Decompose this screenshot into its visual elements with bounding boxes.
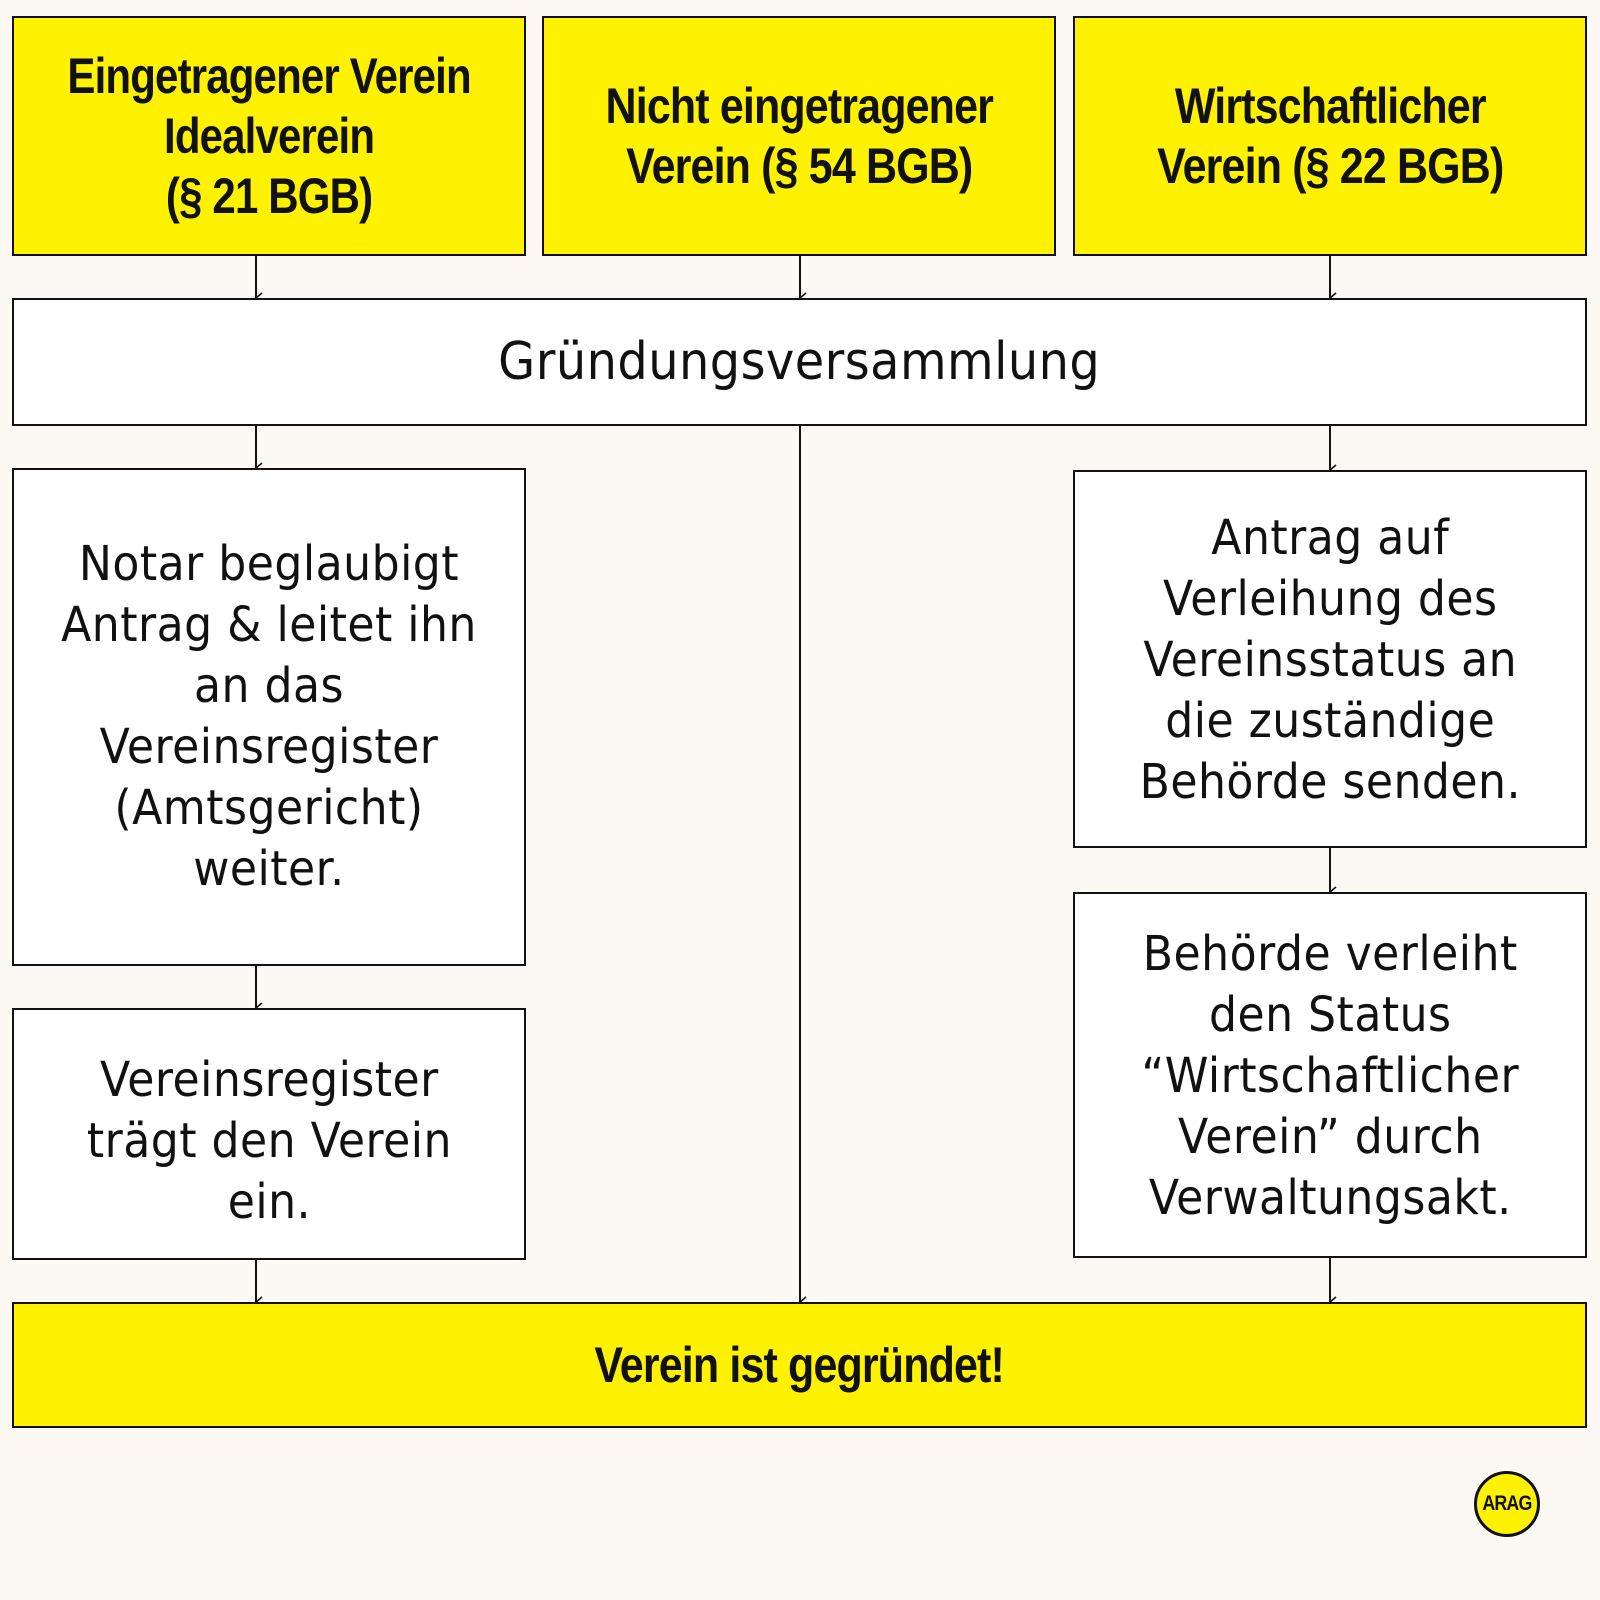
text-line: weiter. <box>193 841 345 897</box>
box-wirtschaftlicher-verein <box>1073 16 1587 256</box>
result-label: Verein ist gegründet! <box>594 1337 1005 1393</box>
arag-logo <box>1474 1471 1540 1537</box>
text-line: ein. <box>227 1174 311 1230</box>
text-line: den Status <box>1208 987 1452 1043</box>
text-line: “Wirtschaftlicher <box>1141 1048 1519 1104</box>
text-line: Verleihung des <box>1162 571 1498 627</box>
logo-text: ARAG <box>1482 1492 1532 1515</box>
text-line: Vereinsregister <box>99 719 439 775</box>
box-verein-gegruendet <box>12 1302 1587 1428</box>
text-line: Verwaltungsakt. <box>1148 1170 1512 1226</box>
text-line: trägt den Verein <box>86 1113 452 1169</box>
text-line: Antrag auf <box>1210 510 1449 566</box>
label-line: Verein (§ 54 BGB) <box>625 138 973 194</box>
box-eingetragener-verein <box>12 16 526 256</box>
box-notar <box>12 468 526 966</box>
box-gruendungsversammlung <box>12 298 1587 426</box>
label-line: Nicht eingetragener <box>605 78 993 134</box>
box-nicht-eingetragener-verein <box>542 16 1056 256</box>
label-line: Verein (§ 22 BGB) <box>1156 138 1504 194</box>
gruendung-label: Gründungsversammlung <box>498 331 1101 392</box>
label-line: Wirtschaftlicher <box>1174 78 1486 134</box>
box-behoerde <box>1073 892 1587 1258</box>
text-line: Vereinsstatus an <box>1143 632 1517 688</box>
text-line: (Amtsgericht) <box>114 780 424 836</box>
text-line: Notar beglaubigt <box>78 536 460 592</box>
label-line: (§ 21 BGB) <box>165 168 373 224</box>
label-line: Idealverein <box>163 108 375 164</box>
label-line: Eingetragener Verein <box>67 48 471 104</box>
text-line: Verein” durch <box>1177 1109 1483 1165</box>
box-vereinsregister <box>12 1008 526 1260</box>
text-line: Behörde verleiht <box>1142 926 1518 982</box>
text-line: Behörde senden. <box>1139 754 1521 810</box>
text-line: an das <box>194 658 344 714</box>
box-antrag <box>1073 470 1587 848</box>
text-line: die zuständige <box>1164 693 1495 749</box>
text-line: Antrag & leitet ihn <box>61 597 477 653</box>
text-line: Vereinsregister <box>99 1052 439 1108</box>
